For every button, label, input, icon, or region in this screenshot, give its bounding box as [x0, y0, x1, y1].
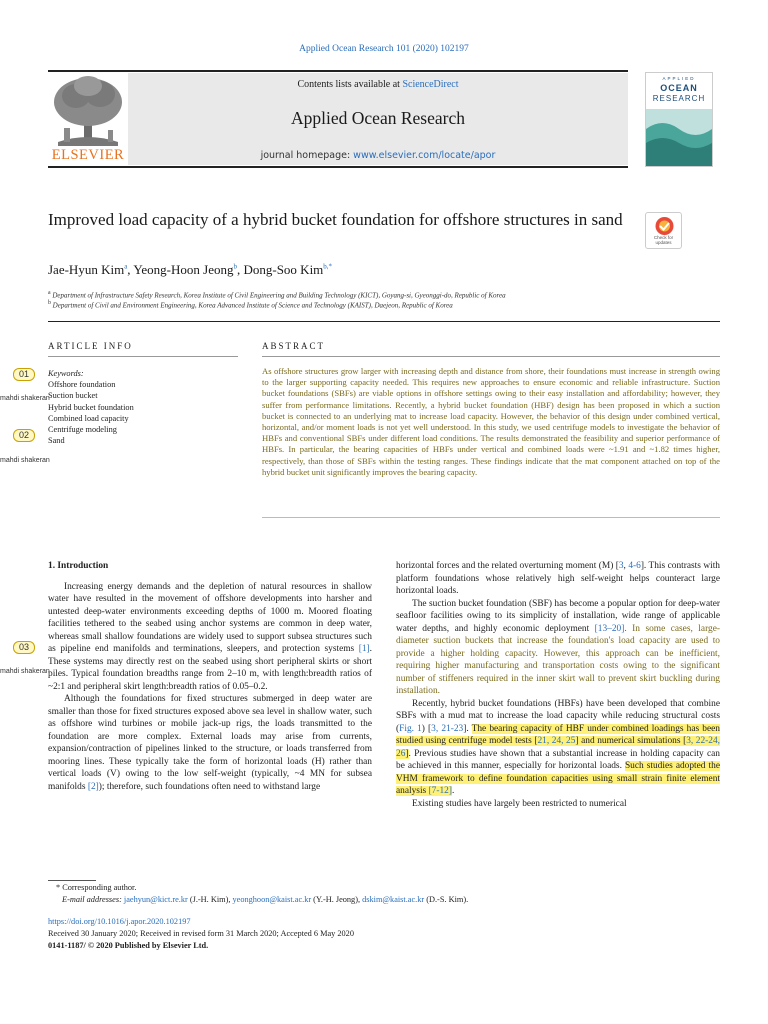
body-column-right [396, 560, 720, 810]
affiliation-text: Department of Civil and Environment Engineering, Korea Advanced Institute of Science and Technology (KAIST), Daejeon, Republic of Korea [52, 301, 453, 310]
citation-link[interactable]: [2] [87, 781, 99, 792]
journal-homepage [128, 150, 628, 161]
author-affiliation-mark[interactable]: b [233, 262, 237, 271]
annotation-author: mahdi shakeran [0, 668, 50, 675]
keyword-item: Suction bucket [48, 391, 98, 401]
annotation-author: mahdi shakeran [0, 395, 50, 402]
text-run: . Previous studies have shown that a substantial increase in holding capacity can be achieved in this manner, especially for horizontal loads. [396, 748, 720, 771]
elsevier-wordmark: ELSEVIER [51, 147, 125, 163]
doi-link[interactable]: https://doi.org/10.1016/j.apor.2020.102197 [48, 917, 191, 926]
cover-line-2: OCEAN [660, 83, 698, 93]
journal-cover-thumbnail[interactable] [645, 72, 713, 167]
paragraph [396, 698, 720, 798]
contents-prefix: Contents lists available at [297, 79, 403, 90]
cover-line-3: RESEARCH [652, 94, 706, 103]
paragraph [48, 693, 372, 793]
keyword-item: Hybrid bucket foundation [48, 402, 134, 412]
citation-link[interactable]: [13–20] [594, 623, 625, 634]
affiliation-mark: a [48, 290, 51, 296]
paragraph [48, 581, 372, 694]
journal-title: Applied Ocean Research [291, 108, 465, 128]
text-run: , [623, 561, 629, 571]
header-rule-bottom [48, 166, 628, 168]
paragraph: Existing studies have largely been restricted to numerical [412, 798, 627, 809]
abstract-heading: ABSTRACT [262, 341, 326, 351]
author-name: Dong-Soo Kim [243, 262, 324, 277]
text-run: ] and numerical simulations [ [575, 736, 687, 746]
text-run: ) [ [421, 723, 432, 734]
email-link[interactable]: jaehyun@kict.re.kr [123, 895, 188, 904]
sciencedirect-link[interactable]: ScienceDirect [402, 79, 459, 90]
author-name: Jae-Hyun Kim [48, 262, 125, 277]
text-run: Such studies adopted the VHM framework to define foundation capacities using small strain finite element analysis [396, 761, 720, 796]
cover-wave-art [646, 109, 712, 167]
affiliation-mark: b [48, 300, 51, 306]
paragraph [396, 560, 720, 598]
text-run: . [452, 786, 455, 796]
affiliation-a [48, 290, 506, 299]
check-for-updates-label: Check for updates [653, 235, 674, 245]
header-rule-top [48, 70, 628, 72]
keywords-block [48, 368, 238, 446]
section-divider [48, 321, 720, 322]
keyword-item: Sand [48, 436, 65, 446]
footnotes [48, 882, 728, 906]
citation-link[interactable]: [7-12] [428, 786, 452, 796]
affiliation-b [48, 300, 453, 309]
keyword-item: Offshore foundation [48, 380, 116, 390]
author-name: Yeong-Hoon Jeong [133, 262, 234, 277]
citation-link[interactable]: 3, 22-24, 26 [396, 736, 721, 759]
keywords-label: Keywords: [48, 369, 84, 378]
email-link[interactable]: dskim@kaist.ac.kr [362, 895, 425, 904]
homepage-prefix: journal homepage: [260, 150, 354, 161]
citation-link[interactable]: 3 [618, 561, 624, 571]
affiliation-text: Department of Infrastructure Safety Research, Korea Institute of Civil Engineering and Building Technology (KICT), Goyang-si, Gyeonggi-do, Republic of Korea [52, 291, 506, 300]
article-title: Improved load capacity of a hybrid bucket foundation for offshore structures in sand [48, 210, 623, 229]
keyword-item: Centrifuge modeling [48, 425, 117, 435]
highlighted-text: . In some cases, large-diameter suction buckets that increase the foundation's load capacity are used to provide a higher holding capacity. However, this approach can be inefficient, requiring higher manufacturing and transportation costs owing to the significant number of stiffeners required in the inner skirt wall to prevent skirt buckling during installation. [396, 623, 720, 696]
keyword-item: Combined load capacity [48, 413, 129, 423]
email-link[interactable]: yeonghoon@kaist.ac.kr [232, 895, 312, 904]
text-run: Increasing energy demands and the depletion of natural resources in shallow water have resulted in the movement of offshore developments into harsher and untested deep-water environments exceeding depths of 1000 m. Moored floating facilities tethered to the seabed using anchor systems are common in deep water, whereas small shallow foundations are widely used to support subsea structures such as pipeline end manifolds and terminations, sleepers, and protection systems [48, 581, 372, 654]
article-info-rule [48, 356, 238, 357]
text-run: The suction bucket foundation (SBF) has become a popular option for deep-water seafloor facilities owing to its simplicity of installation, wide range of applicable water depths, and highly economic deployment [396, 598, 720, 634]
cover-line-1: APPLIED [662, 76, 696, 81]
annotation-marker[interactable]: 03 [13, 641, 35, 654]
check-for-updates-badge[interactable] [645, 212, 682, 249]
corresponding-author-note: * Corresponding author. [56, 883, 137, 892]
abstract-text: As offshore structures grow larger with increasing depth and distance from shore, their foundations must increase in strength owing to the larger supporting capacity needed. This requires new approaches to ensure economic and reliable infrastructure. Suction bucket foundations (SBFs) are viable options in offshore settings owing to their easy installation and affordability; however, they suffer from performance limitations. Recently, a hybrid bucket foundation (HBF) design has been proposed in which a suction bucket is connected to an underlying mat to increase load capacity. However, the behavior of this design under combined vertical, horizontal, and/or moment loads is not yet well understood. In this study, we used centrifuge models to investigate the behavior of HBFs and conventional SBFs under different load conditions. The results demonstrated the feasibility and superior performance of HBFs. In particular, the bearing capacities of HBFs under vertical and combined loads were ~1.91 and ~1.82 times higher, respectively, than those of SBFs within the testing ranges. These findings indicate that the mat component attached on top of the hybrid bucket unit significantly improves the bearing capacity. [262, 366, 720, 477]
section-heading-introduction: 1. Introduction [48, 561, 109, 571]
contents-line [128, 79, 628, 90]
abstract-rule [262, 356, 720, 357]
text-run: ); therefore, such foundations often need to withstand large [98, 781, 321, 792]
text-run: ]. This contrasts with platform foundations whose relatively high self-weight helps counteract large horizontal loads. [396, 561, 720, 596]
text-run: The bearing capacity of HBF under combined loadings has been studied using centrifuge model tests [ [396, 723, 720, 746]
body-column-left [48, 560, 372, 793]
author-affiliation-mark[interactable]: a [124, 262, 128, 271]
annotation-marker[interactable]: 01 [13, 368, 35, 381]
text-run: Recently, hybrid bucket foundations (HBFs) have been developed that combine SBFs with a mud mat to increase the load capacity while reducing structural costs ( [396, 698, 720, 734]
abstract-bottom-rule [262, 517, 720, 518]
author-affiliation-mark[interactable]: b,* [323, 262, 333, 271]
annotation-author: mahdi shakeran [0, 457, 50, 464]
homepage-link[interactable]: www.elsevier.com/locate/apor [353, 150, 496, 161]
email-addresses [48, 894, 728, 906]
email-owner: (J.-H. Kim), [187, 895, 233, 904]
annotation-marker[interactable]: 02 [13, 429, 35, 442]
article-info-heading: ARTICLE INFO [48, 341, 133, 351]
citation-link[interactable]: 4-6 [628, 561, 641, 571]
article-dates: Received 30 January 2020; Received in revised form 31 March 2020; Accepted 6 May 2020 [48, 929, 354, 938]
footnote-rule [48, 880, 96, 881]
journal-reference-link[interactable]: Applied Ocean Research 101 (2020) 102197 [299, 44, 469, 54]
figure-link[interactable]: Fig. 1 [399, 723, 422, 734]
text-run: . These systems may directly rest on the seabed using short peripheral skirts or short piles. Typical foundation breadths range from 2–10 m, with length:breadth ratios of ~2:1 and peripheral skirt length:breadth ratios of 0.05–0.2. [48, 644, 372, 692]
email-owner: (D.-S. Kim). [424, 895, 469, 904]
citation-link[interactable]: [1] [358, 644, 370, 654]
copyright-line: 0141-1187/ © 2020 Published by Elsevier Ltd. [48, 941, 209, 950]
citation-link[interactable]: 3, 21-23 [431, 723, 464, 734]
text-run: Although the foundations for fixed structures submerged in deep water are smaller than those for fixed structures exposed above sea level in shallow water, such as offshore wind turbines or mobile jack-up rigs, the loads transmitted to the foundation are more complex. External loads may arise from currents, expansion/contraction of pipelines linked to the structure, or loads transferred from mooring lines. These typically take the form of horizontal loads (H) rather than vertical loads (V) owing to the low self-weight (typically, ~4 MN for subsea manifolds [48, 694, 372, 792]
citation-link[interactable]: 21, 24, 25 [537, 736, 576, 746]
text-run: ] [405, 748, 409, 759]
text-run: ]. [463, 723, 472, 734]
email-owner: (Y.-H. Jeong), [311, 895, 363, 904]
paragraph [396, 598, 720, 698]
email-label: E-mail addresses: [62, 895, 124, 904]
author-list: Jae-Hyun Kim$^a$, Yeong-Hoon Jeong$^b$, Dong-Soo Kim$^{b,*}$ [48, 262, 333, 277]
text-run: horizontal forces and the related overturning moment (M) [ [396, 561, 619, 571]
